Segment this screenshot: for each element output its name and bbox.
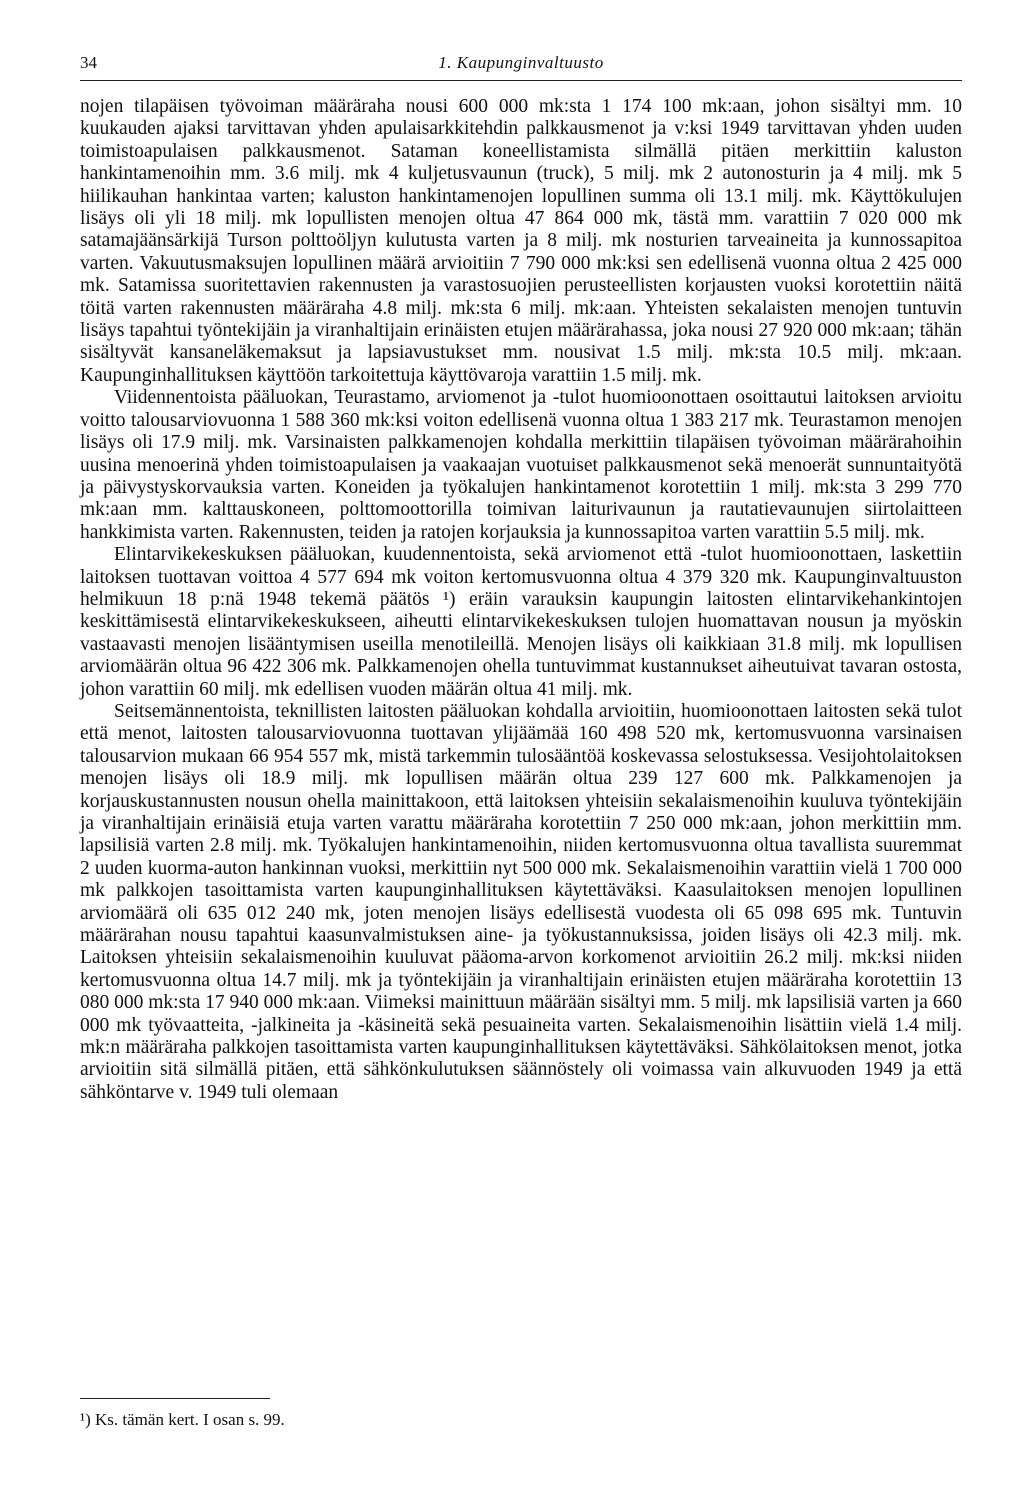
header-rule [80,80,962,81]
paragraph-elintarvikekeskus: Elintarvikekeskuksen pääluokan, kuudennentoista, sekä arviomenot että -tulot huomioonottaen, laskettiin laitoksen tuottavan voittoa 4 577 694 mk voiton kertomusvuonna oltua 4 379 320 mk. Kaupunginvaltuuston helmikuun 18 p:nä 1948 tekemä päätös ¹) eräin varauksin kaupungin laitosten elintarvikehankintojen keskittämisestä elintarvikekeskukseen, aiheutti elintarvikekeskuksen tulojen huomattavan nousun ja myöskin vastaavasti menojen lisääntymisen useilla menotileillä. Menojen lisäys oli kaikkiaan 31.8 milj. mk lopullisen arviomäärän oltua 96 422 306 mk. Palkkamenojen ohella tuntuvimmat kustannukset aiheutuivat tavaran ostosta, johon varattiin 60 milj. mk edellisen vuoden määrän oltua 41 milj. mk. [80,544,962,700]
paragraph-continued: nojen tilapäisen työvoiman määräraha nousi 600 000 mk:sta 1 174 100 mk:aan, johon sisältyi mm. 10 kuukauden ajaksi tarvittavan yhden apulaisarkkitehdin palkkausmenot ja v:ksi 1949 tarvittavan yhden uuden toimistoapulaisen palkkausmenot. Sataman koneellistamista silmällä pitäen merkittiin kaluston hankintamenoihin mm. 3.6 milj. mk 4 kuljetusvaunun (truck), 5 milj. mk 2 autonosturin ja 4 milj. mk 5 hiilikauhan hankintaa varten; kaluston hankintamenojen lopullinen summa oli 13.1 milj. mk. Käyttökulujen lisäys oli yli 18 milj. mk lopullisten menojen oltua 47 864 000 mk, tästä mm. varattiin 7 020 000 mk satamajäänsärkijä Turson polttoöljyn kulutusta varten ja 8 milj. mk nosturien tarveaineita ja kunnossapitoa varten. Vakuutusmaksujen lopullinen määrä arvioitiin 7 790 000 mk:ksi sen edellisenä vuonna oltua 2 425 000 mk. Satamissa suoritettavien rakennusten ja varastosuojien perusteellisten korjausten vuoksi korotettiin näitä töitä varten rakennusten määräraha 4.8 milj. mk:sta 6 milj. mk:aan. Yhteisten sekalaisten menojen tuntuvin lisäys tapahtui työntekijäin ja viranhaltijain erinäisten etujen määrärahassa, joka nousi 27 920 000 mk:aan; tähän sisältyvät kansaneläkemaksut ja lapsiavustukset mm. nousivat 1.5 milj. mk:sta 10.5 milj. mk:aan. Kaupunginhallituksen käyttöön tarkoitettuja käyttövaroja varattiin 1.5 milj. mk. [80,96,962,386]
paragraph-teurastamo: Viidennentoista pääluokan, Teurastamo, arviomenot ja -tulot huomioonottaen osoittautui laitoksen arvioitu voitto talousarviovuonna 1 588 360 mk:ksi voiton edellisenä vuonna oltua 1 383 217 mk. Teurastamon menojen lisäys oli 17.9 milj. mk. Varsinaisten palkkamenojen kohdalla merkittiin tilapäisen työvoiman määrärahoihin uusina menoerinä yhden toimistoapulaisen ja vaakaajan vuotuiset palkkausmenot sekä menoerät sunnuntaityötä ja päivystyskorvauksia varten. Koneiden ja työkalujen hankintamenot korotettiin 1 milj. mk:sta 3 299 770 mk:aan mm. kalttauskoneen, polttomoottorilla toimivan laiturivaunun ja rautatievaunujen siirtolaitteen hankkimista varten. Rakennusten, teiden ja ratojen korjauksia ja kunnossapitoa varten varattiin 5.5 milj. mk. [80,387,962,543]
paragraph-teknilliset-laitokset: Seitsemännentoista, teknillisten laitosten pääluokan kohdalla arvioitiin, huomioonottaen laitosten sekä tulot että menot, laitosten talousarviovuonna tuottavan ylijäämää 160 498 520 mk, kertomusvuonna varsinaisen talousarvion mukaan 66 954 557 mk, mistä tarkemmin tulosääntöä koskevassa selostuksessa. Vesijohtolaitoksen menojen lisäys oli 18.9 milj. mk lopullisen määrän oltua 239 127 600 mk. Palkkamenojen ja korjauskustannusten nousun ohella mainittakoon, että laitoksen yhteisiin sekalaismenoihin kuuluva työntekijäin ja viranhaltijain erinäisiä etuja varten varattu määräraha korotettiin 7 250 000 mk:aan, johon merkittiin mm. lapsilisiä varten 2.8 milj. mk. Työkalujen hankintamenoihin, niiden kertomusvuonna oltua tavallista suuremmat 2 uuden kuorma-auton hankinnan vuoksi, merkittiin nyt 500 000 mk. Sekalaismenoihin varattiin vielä 1 700 000 mk palkkojen tasoittamista varten kaupunginhallituksen käytettäväksi. Kaasulaitoksen menojen lopullinen arviomäärä oli 635 012 240 mk, joten menojen lisäys edellisestä vuodesta oli 65 098 695 mk. Tuntuvin määrärahan nousu tapahtui kaasunvalmistuksen aine- ja työkustannuksissa, joiden lisäys oli 42.3 milj. mk. Laitoksen yhteisiin sekalaismenoihin kuuluvat pääoma-arvon korkomenot arvioitiin 26.2 milj. mk:ksi niiden kertomusvuonna oltua 14.7 milj. mk ja työntekijäin ja viranhaltijain erinäisten etujen määräraha korotettiin 13 080 000 mk:sta 17 940 000 mk:aan. Viimeksi mainittuun määrään sisältyi mm. 5 milj. mk lapsilisiä varten ja 660 000 mk työvaatteita, -jalkineita ja -käsineitä sekä pesuaineita varten. Sekalaismenoihin lisättiin vielä 1.4 milj. mk:n määräraha palkkojen tasoittamista varten kaupunginhallituksen käytettäväksi. Sähkölaitoksen menot, jotka arvioitiin sitä silmällä pitäen, että sähkönkulutuksen säännöstely oli voimassa vain alkuvuoden 1949 ja että sähköntarve v. 1949 tuli olemaan [80,700,962,1103]
page-number: 34 [80,53,97,72]
footnote: ¹) Ks. tämän kert. I osan s. 99. [80,1410,285,1429]
body-text [80,96,962,1104]
running-title: 1. Kaupunginvaltuusto [438,53,604,72]
footnote-rule [80,1398,270,1399]
page-header [80,52,962,78]
